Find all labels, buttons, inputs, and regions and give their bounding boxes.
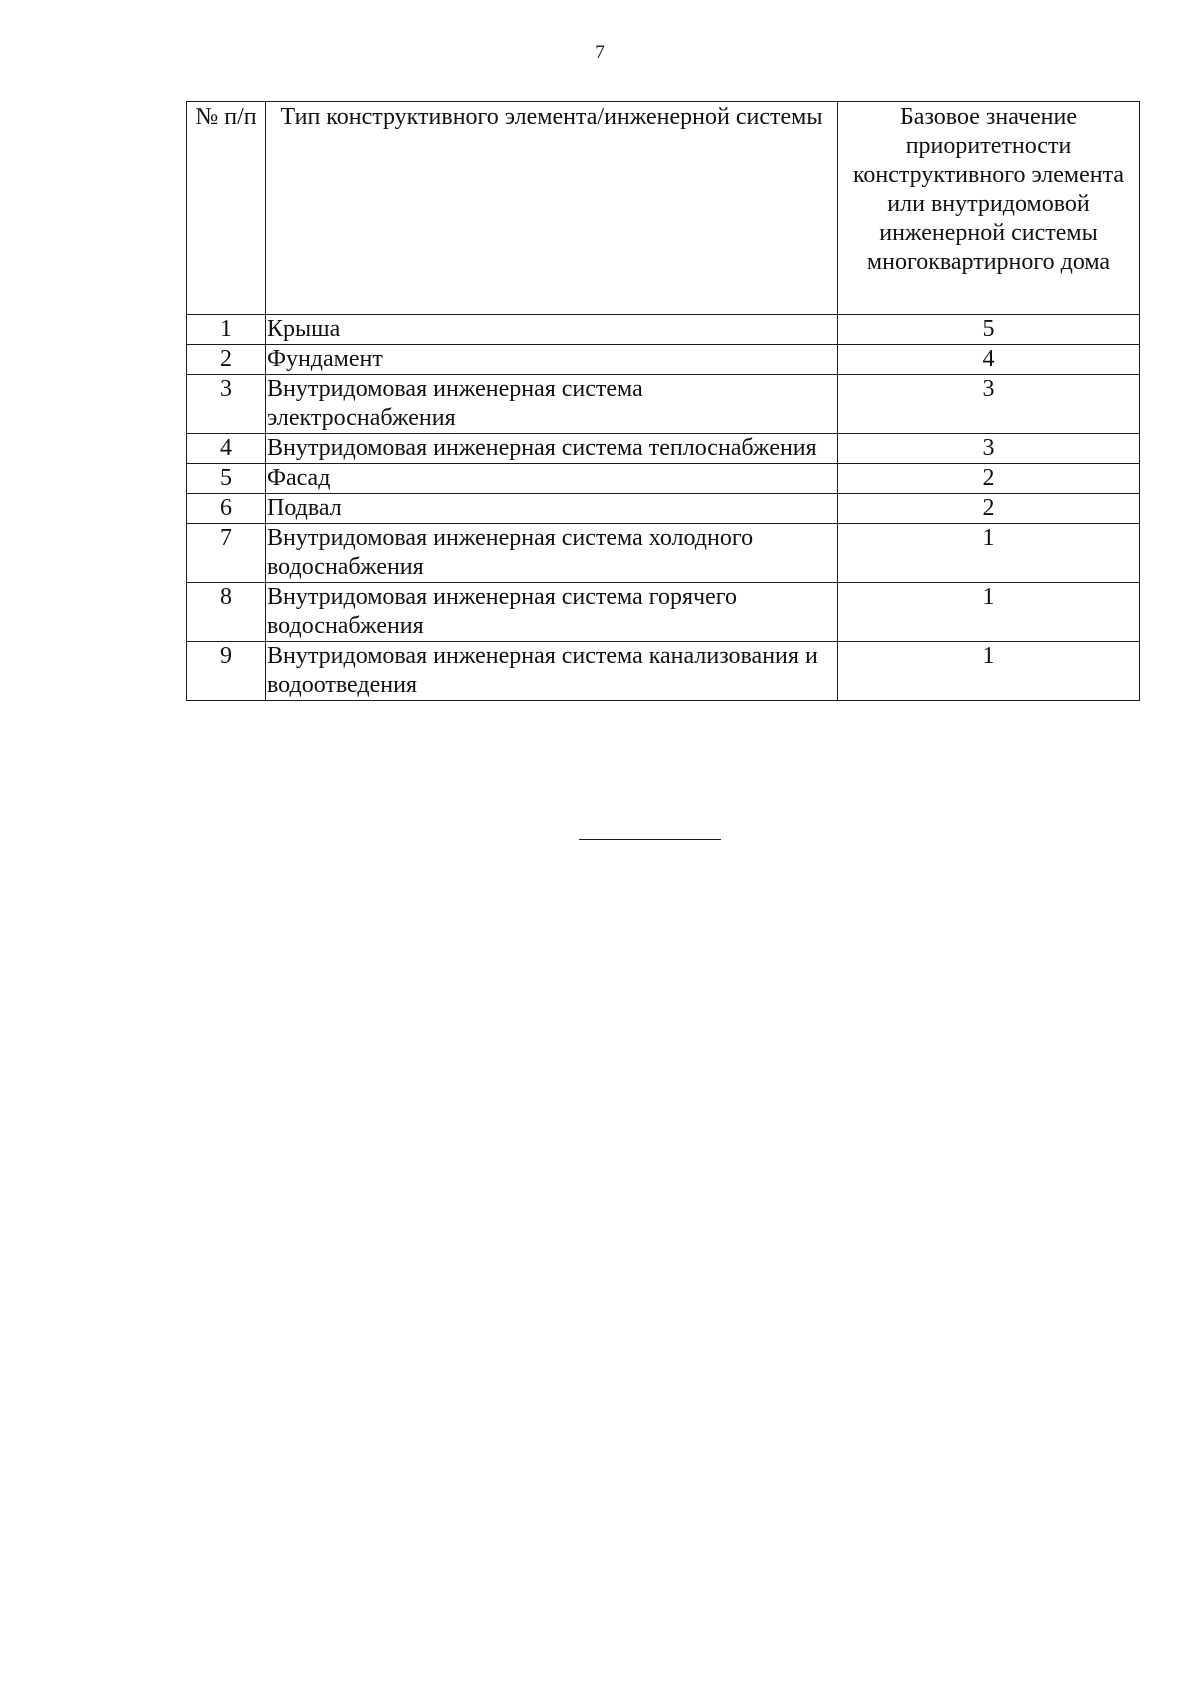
row-value: 2 [838,494,1140,524]
table-row [187,464,1140,494]
table-row [187,524,1140,583]
row-value: 3 [838,375,1140,434]
header-num: № п/п [187,102,266,315]
row-type: Внутридомовая инженерная система горячего водоснабжения [266,583,838,642]
row-type: Подвал [266,494,838,524]
row-type: Крыша [266,315,838,345]
table-row [187,583,1140,642]
row-num: 2 [187,345,266,375]
row-type: Внутридомовая инженерная система электроснабжения [266,375,838,434]
row-num: 6 [187,494,266,524]
table-header-row [187,102,1140,315]
row-num: 3 [187,375,266,434]
table-row [187,375,1140,434]
closing-divider-line [579,839,721,840]
row-num: 7 [187,524,266,583]
table-row [187,315,1140,345]
row-value: 4 [838,345,1140,375]
table-row [187,345,1140,375]
row-value: 5 [838,315,1140,345]
row-num: 8 [187,583,266,642]
row-type: Внутридомовая инженерная система канализования и водоотведения [266,642,838,701]
row-type: Внутридомовая инженерная система холодного водоснабжения [266,524,838,583]
table-row [187,642,1140,701]
row-type: Фундамент [266,345,838,375]
priority-table [186,101,1140,701]
header-value: Базовое значение приоритетности конструктивного элемента или внутридомовой инженерной системы многоквартирного дома [838,102,1140,315]
row-value: 2 [838,464,1140,494]
table-row [187,494,1140,524]
row-value: 1 [838,583,1140,642]
row-type: Фасад [266,464,838,494]
row-type: Внутридомовая инженерная система теплоснабжения [266,434,838,464]
row-num: 1 [187,315,266,345]
row-num: 4 [187,434,266,464]
row-value: 1 [838,524,1140,583]
row-value: 3 [838,434,1140,464]
table-row [187,434,1140,464]
header-type: Тип конструктивного элемента/инженерной системы [266,102,838,315]
page-number: 7 [595,42,605,63]
row-num: 9 [187,642,266,701]
row-value: 1 [838,642,1140,701]
row-num: 5 [187,464,266,494]
